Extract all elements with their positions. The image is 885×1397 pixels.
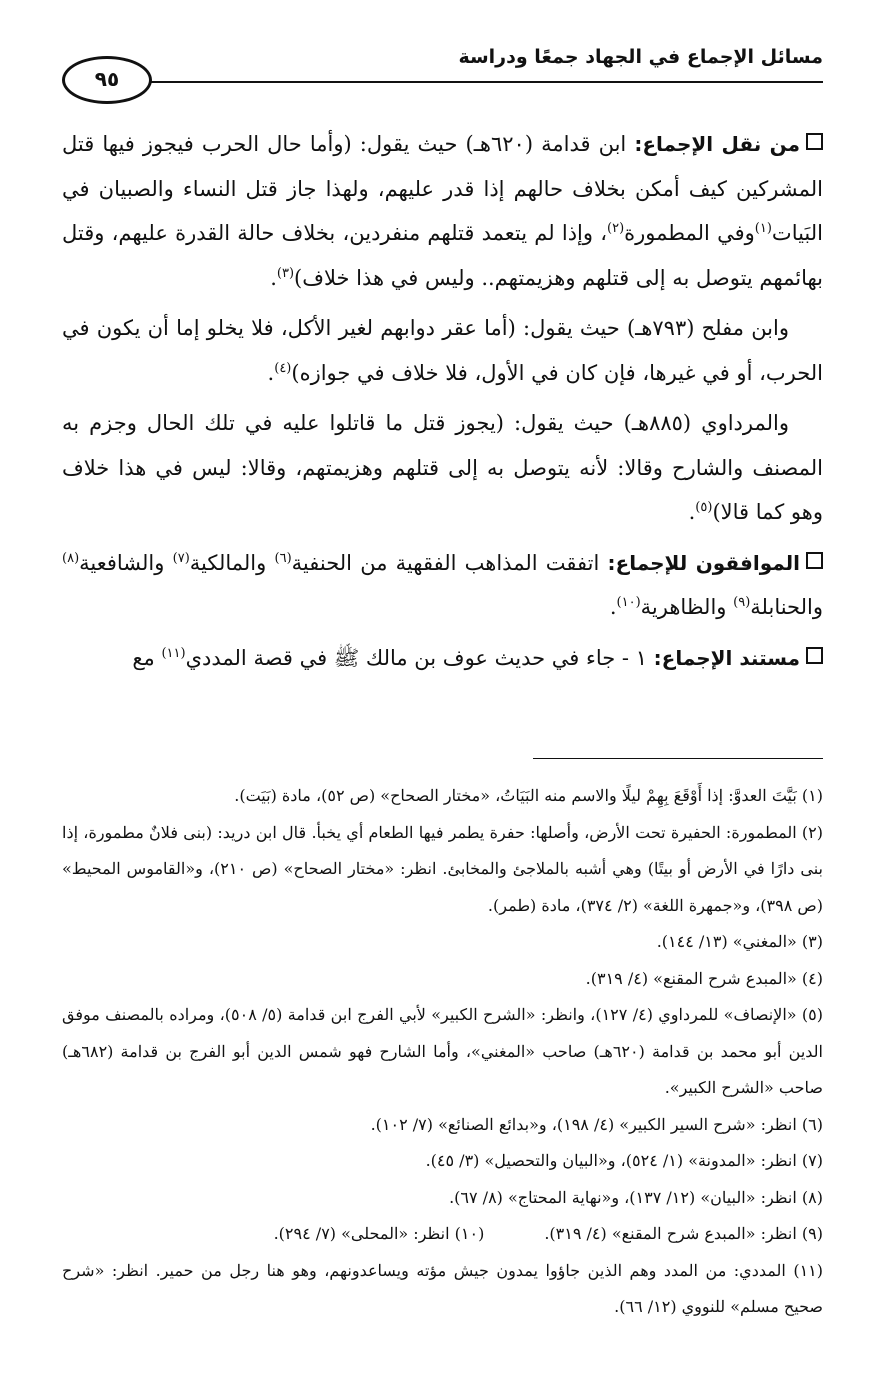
square-bullet-icon xyxy=(806,552,823,569)
footnote-7: (٧) انظر: «المدونة» (١/ ٥٢٤)، و«البيان والتحصيل» (٣/ ٤٥). xyxy=(425,1151,823,1170)
paragraph-text: والمالكية xyxy=(189,550,275,575)
running-title: مسائل الإجماع في الجهاد جمعًا ودراسة xyxy=(458,46,823,68)
paragraph-text: والظاهرية xyxy=(640,595,734,619)
footnote-separator xyxy=(533,758,823,759)
footnote-row-9-10 xyxy=(62,1216,823,1253)
footnote-10: (١٠) انظر: «المحلى» (٧/ ٢٩٤). xyxy=(273,1224,485,1243)
paragraph-text: مع xyxy=(132,645,162,670)
page-number: ٩٥ xyxy=(62,56,152,104)
paragraph-text: . xyxy=(270,265,277,290)
paragraph-text: ، وإذا لم يتعمد قتلهم منفردين، بخلاف حالة القدرة عليهم، وقتل بهائمهم يتوصل به إلى قتلهم وهزيمتهم.. وليس في هذا خلاف) xyxy=(62,221,823,290)
footnote-ref[interactable]: (٣) xyxy=(276,265,295,281)
paragraph-text: وفي المطمورة xyxy=(624,221,755,245)
square-bullet-icon xyxy=(806,647,823,664)
footnote-ref[interactable]: (٥) xyxy=(695,500,713,515)
paragraph-text: اتفقت المذاهب الفقهية من الحنفية xyxy=(291,550,608,575)
footnote-ref[interactable]: (٧) xyxy=(172,550,190,566)
footnote-8: (٨) انظر: «البيان» (١٢/ ١٣٧)، و«نهاية المحتاج» (٨/ ٦٧). xyxy=(449,1187,823,1207)
footnote-4: (٤) «المبدع شرح المقنع» (٤/ ٣١٩). xyxy=(585,968,823,988)
footnote-2: (٢) المطمورة: الحفيرة تحت الأرض، وأصلها: حفرة يطمر فيها الطعام أي يخبأ. قال ابن دريد: (بنى فلانٌ مطمورة، إذا بنى دارًا في الأرض أو بيتًا) وهي أشبه بالملاجئ والمخابئ. انظر: «مختار الصحاح» (ص ٢١٠)، و«القاموس المحيط» (ص ٣٩٨)، و«جمهرة اللغة» (٢/ ٣٧٤)، مادة (طمر). xyxy=(62,822,824,915)
section-lead: من نقل الإجماع: xyxy=(634,132,800,156)
footnote-ref[interactable]: (٩) xyxy=(733,595,751,610)
footnote-ref[interactable]: (٤) xyxy=(274,360,292,376)
footnote-1: (١) بَيَّتَ العدوَّ: إذا أَوْقَعَ بِهِمْ ليلًا والاسم منه البَيَاتُ، «مختار الصحاح» (ص ٥٢)، مادة (بَيَت). xyxy=(234,786,823,805)
footnote-ref[interactable]: (٦) xyxy=(274,550,292,566)
paragraph-ibn-muflih xyxy=(62,306,823,395)
paragraph-text: . xyxy=(688,500,696,524)
paragraph-text: والحنابلة xyxy=(750,595,823,619)
footnote-ref[interactable]: (٨) xyxy=(62,550,80,566)
footnote-5: (٥) «الإنصاف» للمرداوي (٤/ ١٢٧)، وانظر: «الشرح الكبير» لأبي الفرج ابن قدامة (٥/ ٥٠٨)، ومراده بالمصنف موفق الدين أبو محمد بن قدامة (٦٢٠هـ) صاحب «المغني»، وأما الشارح فهو شمس الدين أبو الفرج بن قدامة (٦٨٢هـ) صاحب «الشرح الكبير». xyxy=(62,1005,824,1097)
square-bullet-icon xyxy=(806,133,823,150)
footnote-ref[interactable]: (١١) xyxy=(161,645,186,661)
footnote-ref[interactable]: (١) xyxy=(754,221,772,236)
footnote-9: (٩) انظر: «المبدع شرح المقنع» (٤/ ٣١٩). xyxy=(544,1224,823,1243)
paragraph-agreeing-schools xyxy=(62,541,823,630)
footnote-6: (٦) انظر: «شرح السير الكبير» (٤/ ١٩٨)، و«بدائع الصنائع» (٧/ ١٠٢). xyxy=(370,1114,823,1134)
paragraph-ijma-basis xyxy=(62,636,823,681)
paragraph-text: وابن مفلح (٧٩٣هـ) حيث يقول: (أما عقر دوابهم لغير الأكل، فلا يخلو إما أن يكون في الحرب، أو في غيرها، فإن كان في الأول، فلا خلاف في جوازه) xyxy=(62,316,823,385)
footnote-ref[interactable]: (٢) xyxy=(607,221,625,236)
paragraph-text: . xyxy=(267,360,275,385)
paragraph-ijma-transmitters xyxy=(62,122,823,300)
header-rule xyxy=(150,81,823,83)
paragraph-text: والشافعية xyxy=(79,550,173,575)
section-lead: مستند الإجماع: xyxy=(653,645,800,670)
paragraph-text: ابن قدامة (٦٢٠هـ) حيث يقول: (وأما حال الحرب فيجوز فيها قتل المشركين كيف أمكن بخلاف حالهم إذا قدر عليهم، ولهذا جاز قتل النساء والصبيان في البَيات xyxy=(62,132,823,245)
footnote-11: (١١) المددي: من المدد وهم الذين جاؤوا يمدون جيش مؤته ويساعدونهم، وهو هنا رجل من حمير. انظر: «شرح صحيح مسلم» للنووي (١٢/ ٦٦). xyxy=(62,1260,823,1316)
paragraph-text: والمرداوي (٨٨٥هـ) حيث يقول: (يجوز قتل ما قاتلوا عليه في تلك الحال وجزم به المصنف والشارح وقالا: لأنه يتوصل به إلى قتلهم وهزيمتهم، وقالا: ليس في هذا خلاف وهو كما قالا) xyxy=(62,411,823,524)
paragraph-mardawi xyxy=(62,401,823,535)
main-text xyxy=(62,122,823,686)
paragraph-text: ١ - جاء في حديث عوف بن مالك ﷺ في قصة المددي xyxy=(185,645,654,670)
footnote-3: (٣) «المغني» (١٣/ ١٤٤). xyxy=(656,932,823,951)
paragraph-text: . xyxy=(609,595,617,619)
section-lead: الموافقون للإجماع: xyxy=(607,550,801,575)
footnote-ref[interactable]: (١٠) xyxy=(616,595,641,610)
footnotes xyxy=(62,778,823,1326)
